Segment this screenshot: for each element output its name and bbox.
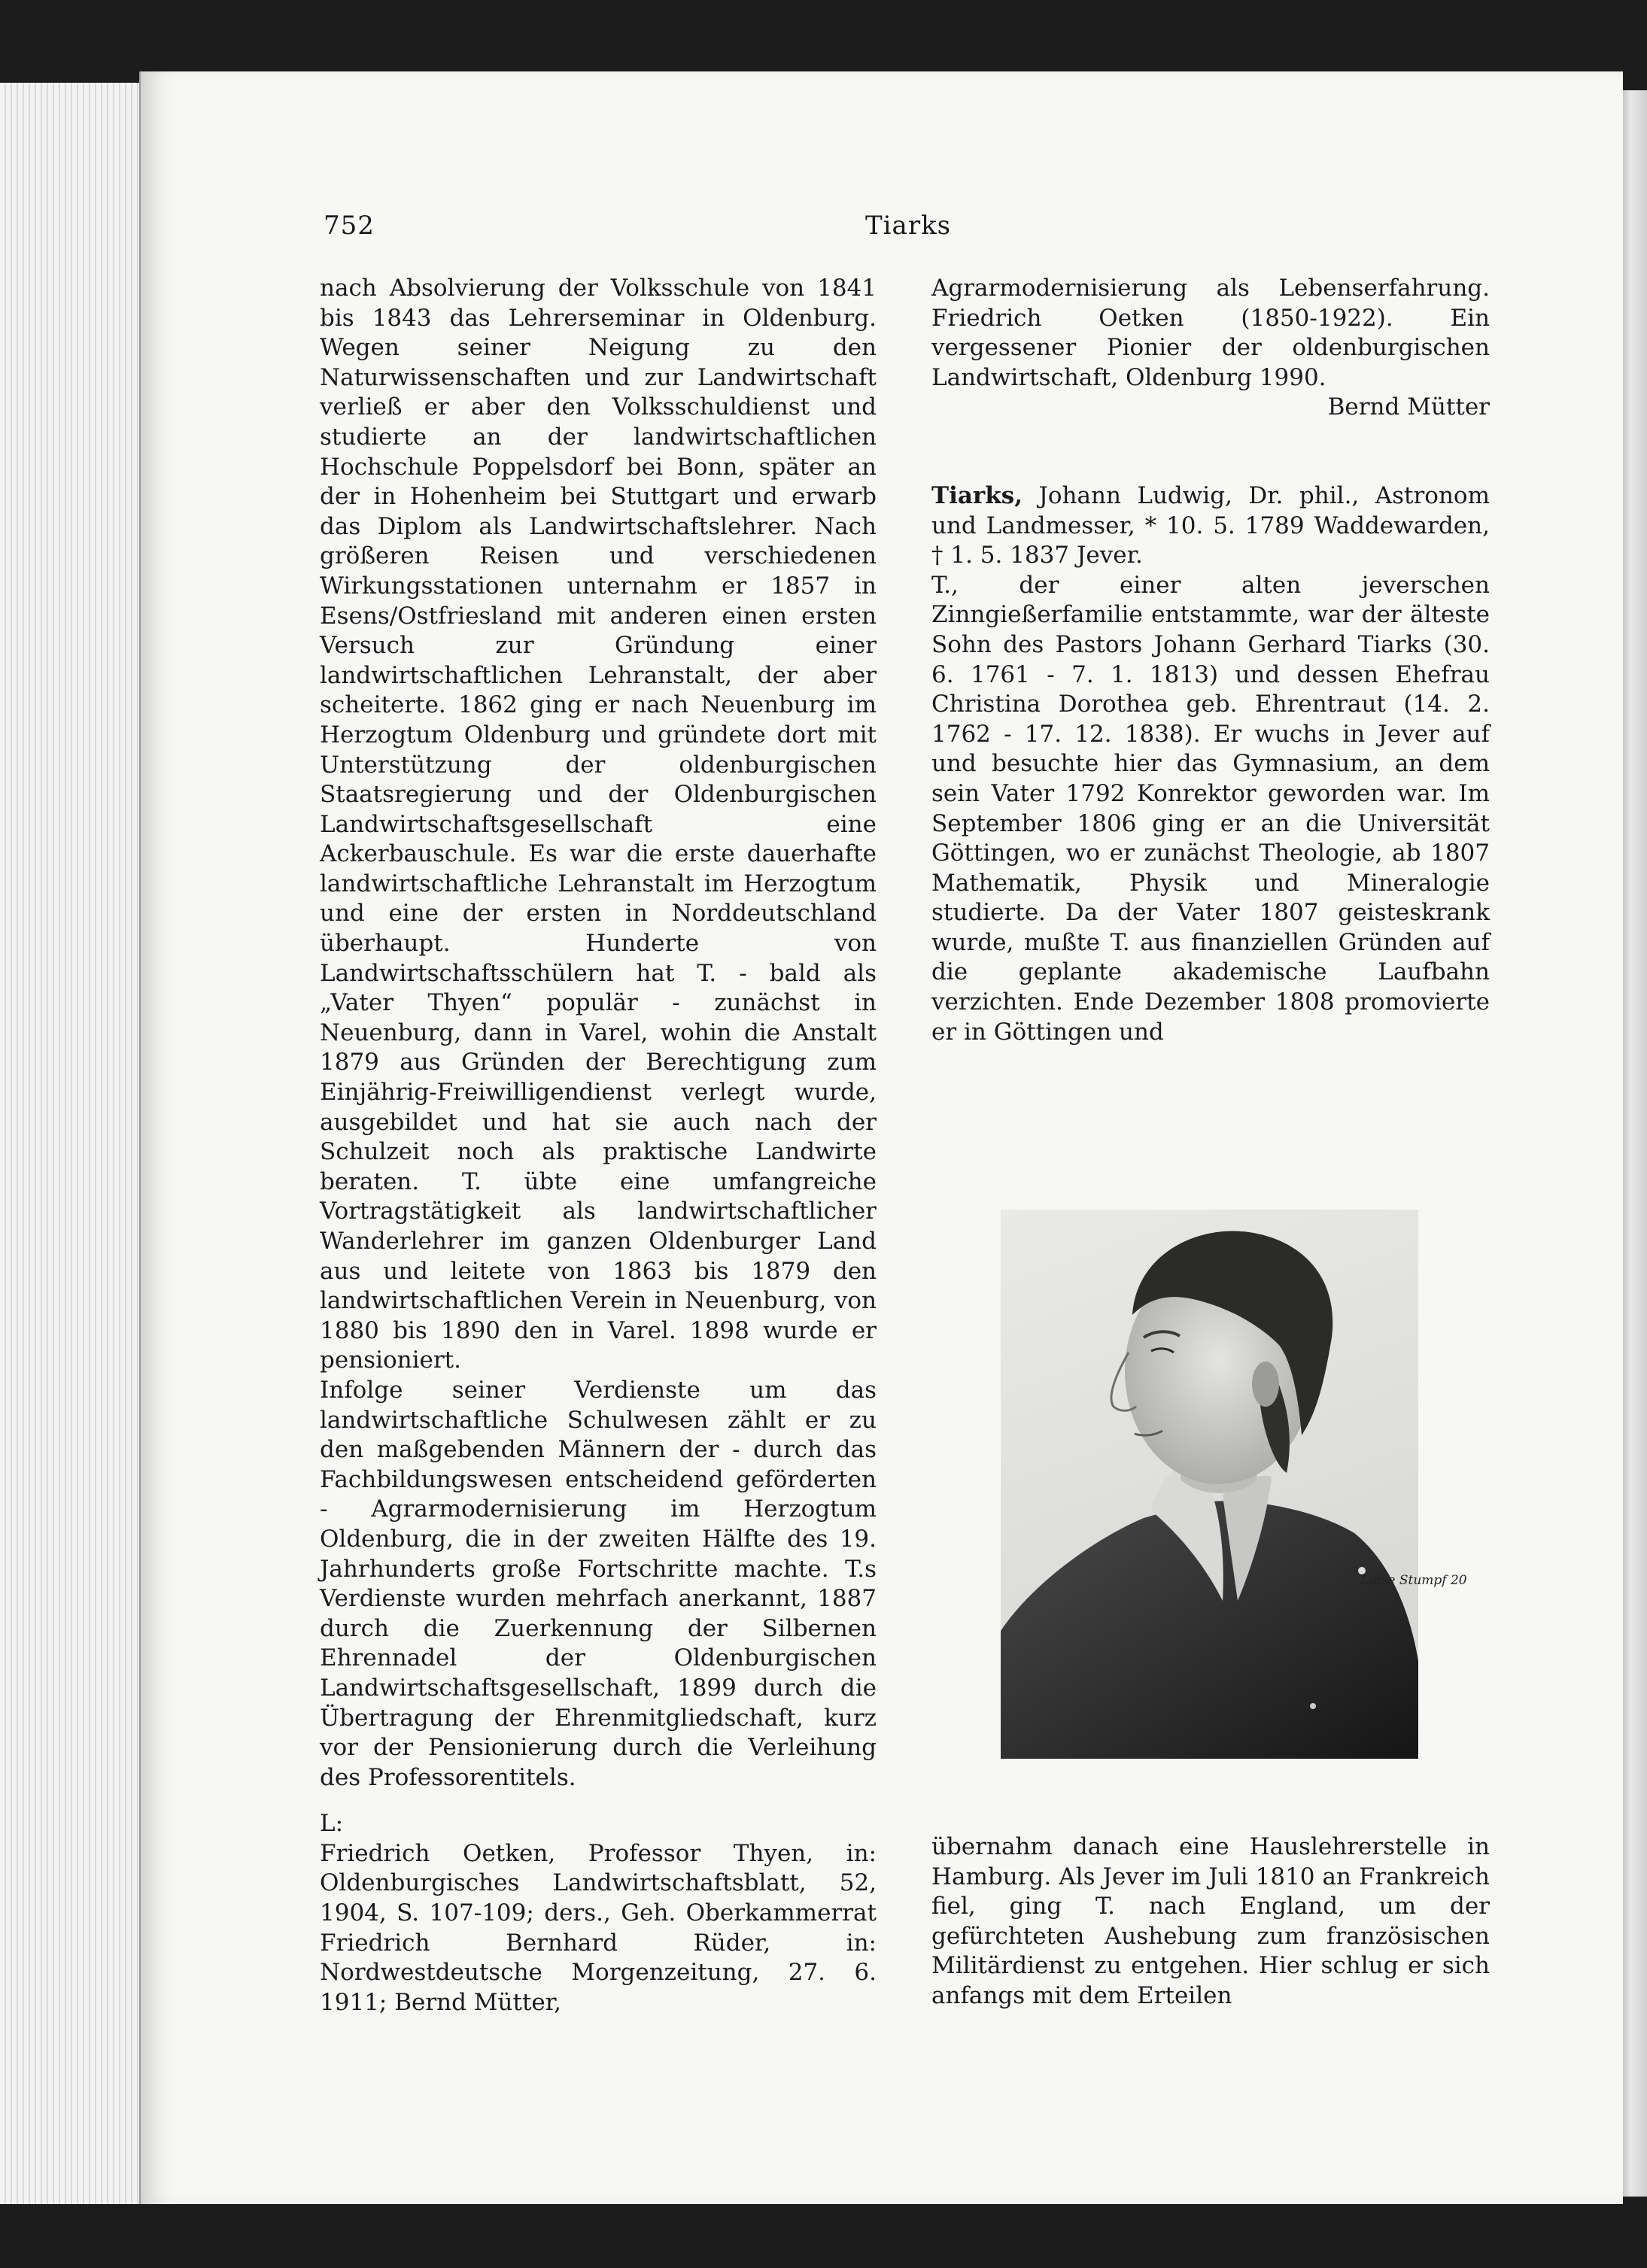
tiarks-biography-paragraph: T., der einer alten jeverschen Zinngießerfamilie entstammte, war der älteste Sohn des Pastors Johann Gerhard Tiarks (30. 6. 1761 - 7. 1. 1813) und dessen Ehefrau Christina Dorothea geb. Ehrentraut (14. 2. 1762 - 17. 12. 1838). Er wuchs in Jever auf und besuchte hier das Gymnasium, an dem sein Vater 1792 Konrektor geworden war. Im September 1806 ging er an die Universität Göttingen, wo er zunächst Theologie, ab 1807 Mathematik, Physik und Mineralogie studierte. Da der Vater 1807 geisteskrank wurde, mußte T. aus finanziellen Gründen auf die geplante akademische Laufbahn verzichten. Ende Dezember 1808 promovierte er in Göttingen und — [931, 571, 1490, 1046]
entry-heading — [931, 481, 1490, 571]
literature-list: Friedrich Oetken, Professor Thyen, in: Oldenburgisches Landwirtschaftsblatt, 52, 1904, S. 107-109; ders., Geh. Oberkammerrat Friedrich Bernhard Rüder, in: Nordwestdeutsche Morgenzeitung, 27. 6. 1911; Bernd Mütter, — [320, 1839, 877, 2016]
thyen-legacy-paragraph: Infolge seiner Verdienste um das landwirtschaftliche Schulwesen zählt er zu den maßgebenden Männern der - durch das Fachbildungswesen entscheidend geförderten - Agrarmodernisierung im Herzogtum Oldenburg, die in der zweiten Hälfte des 19. Jahrhunderts große Fortschritte machte. T.s Verdienste wurden mehrfach anerkannt, 1887 durch die Zuerkennung der Silbernen Ehrennadel der Oldenburgischen Landwirtschaftsgesellschaft, 1899 durch die Übertragung der Ehrenmitgliedschaft, kurz vor der Pensionierung durch die Verleihung des Professorentitels. — [320, 1376, 877, 1791]
thyen-biography-paragraph: nach Absolvierung der Volksschule von 1841 bis 1843 das Lehrerseminar in Oldenburg. Wegen seiner Neigung zu den Naturwissenschaften und zur Landwirtschaft verließ er aber den Volksschuldienst und studierte an der landwirtschaftlichen Hochschule Poppelsdorf bei Bonn, später an der in Hohenheim bei Stuttgart und erwarb das Diplom als Landwirtschaftslehrer. Nach größeren Reisen und verschiedenen Wirkungsstationen unternahm er 1857 in Esens/Ostfriesland mit anderen einen ersten Versuch zur Gründung einer landwirtschaftlichen Lehranstalt, der aber scheiterte. 1862 ging er nach Neuenburg im Herzogtum Oldenburg und gründete dort mit Unterstützung der oldenburgischen Staatsregierung und der Oldenburgischen Landwirtschaftsgesellschaft eine Ackerbauschule. Es war die erste dauerhafte landwirtschaftliche Lehranstalt im Herzogtum und eine der ersten in Norddeutschland überhaupt. Hunderte von Landwirtschaftsschülern hat T. - bald als „Vater Thyen“ populär - zunächst in Neuenburg, dann in Varel, wohin die Anstalt 1879 aus Gründen der Berechtigung zum Einjährig-Freiwilligendienst verlegt wurde, ausgebildet und hat sie auch nach der Schulzeit noch als praktische Landwirte beraten. T. übte eine umfangreiche Vortragstätigkeit als landwirtschaftlicher Wanderlehrer im ganzen Oldenburger Land aus und leitete von 1863 bis 1879 den landwirtschaftlichen Verein in Neuenburg, von 1880 bis 1890 den in Varel. 1898 wurde er pensioniert. — [320, 275, 877, 1374]
tiarks-portrait — [1001, 1210, 1467, 1759]
left-column — [320, 274, 877, 2018]
right-column-continued — [931, 1832, 1490, 2011]
literature-label: L: — [320, 1810, 344, 1838]
entry-dates: Johann Ludwig, Dr. phil., Astronom und Landmesser, * 10. 5. 1789 Waddewarden, † 1. 5. 1837 Jever. — [931, 481, 1490, 569]
right-column — [931, 274, 1490, 1047]
entry-name: Tiarks, — [931, 481, 1023, 509]
tiarks-biography-continued: übernahm danach eine Hauslehrerstelle in Hamburg. Als Jever im Juli 1810 an Frankreich fiel, ging T. nach England, um der gefürchteten Aushebung zum französischen Militärdienst zu entgehen. Hier schlug er sich anfangs mit dem Erteilen — [931, 1833, 1490, 2009]
running-head: Tiarks — [865, 211, 952, 241]
page-number: 752 — [324, 211, 375, 241]
author-signature: Bernd Mütter — [1327, 393, 1490, 421]
portrait-drawing — [1001, 1210, 1467, 1759]
literature-list-continued: Agrarmodernisierung als Lebenserfahrung. Friedrich Oetken (1850-1922). Ein vergessener Pionier der oldenburgischen Landwirtschaft, Oldenburg 1990. — [931, 275, 1490, 391]
book-page-edges — [0, 83, 143, 2204]
book-right-edge — [1620, 90, 1647, 2197]
artist-signature: Luise Stumpf 20 — [1360, 1573, 1467, 1588]
